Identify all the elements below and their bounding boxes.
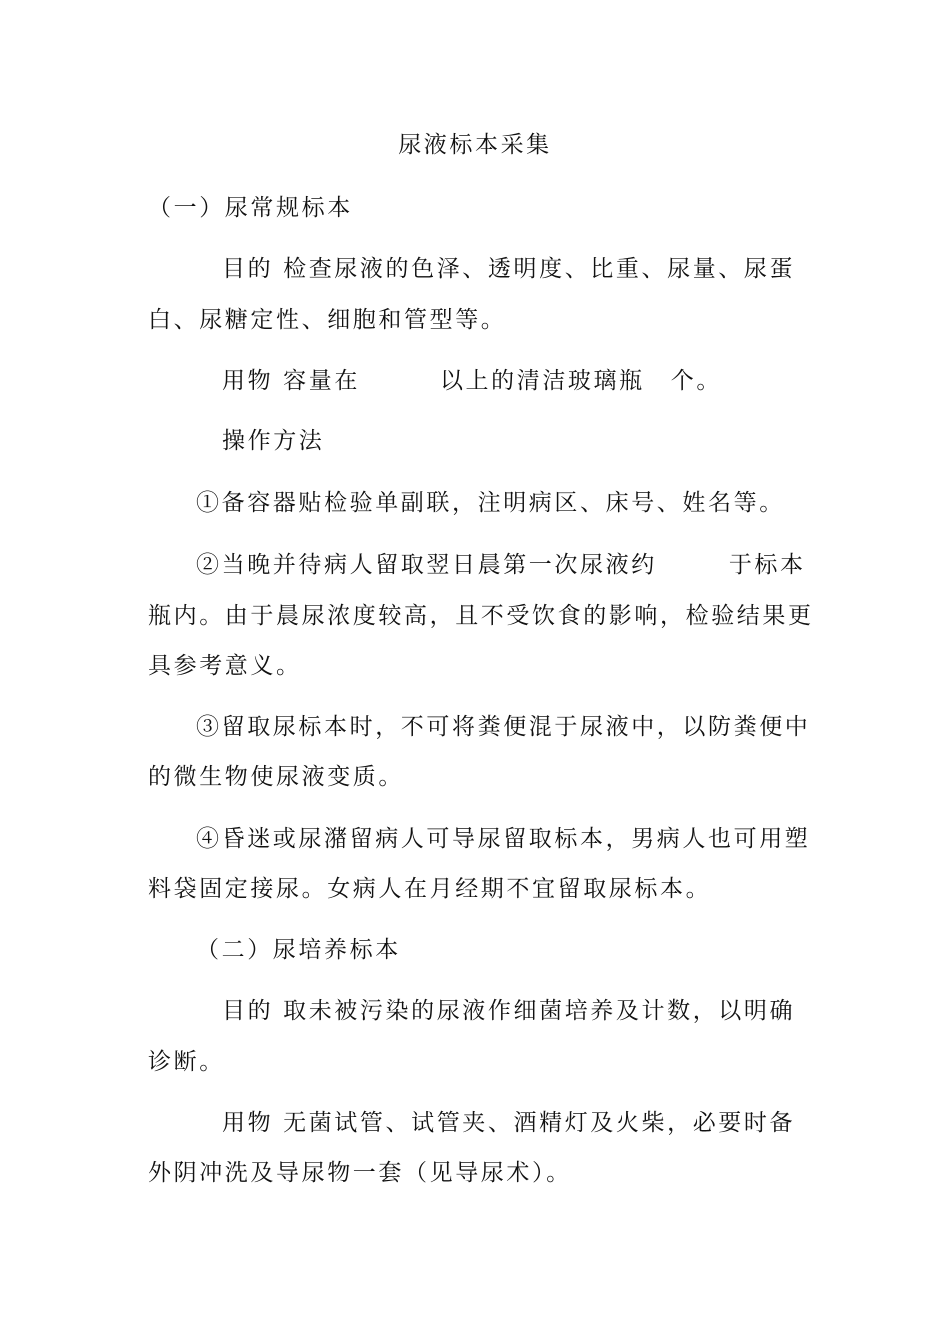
- step-4-line-1: ④昏迷或尿潴留病人可导尿留取标本，男病人也可用塑: [196, 826, 811, 852]
- step-2-text-b: 于标本: [728, 552, 806, 578]
- step-1: ①备容器贴检验单副联，注明病区、床号、姓名等。: [196, 490, 785, 516]
- step-3-line-2: 的微生物使尿液变质。: [148, 764, 404, 790]
- step-3-line-1: ③留取尿标本时，不可将粪便混于尿液中，以防粪便中: [196, 714, 811, 740]
- section-2-heading: （二）尿培养标本: [196, 937, 401, 963]
- section-2-supplies-line-1: 用物 无菌试管、试管夹、酒精灯及火柴，必要时备: [222, 1110, 796, 1136]
- step-2-line-1: [196, 554, 806, 577]
- section-1-heading: （一）尿常规标本: [148, 195, 353, 221]
- section-1-method-heading: 操作方法: [222, 428, 325, 454]
- supplies-text-a: 容量在: [283, 368, 360, 394]
- supplies-label: 用物: [222, 368, 274, 394]
- section-1-supplies: [222, 370, 722, 393]
- step-4-line-2: 料袋固定接尿。女病人在月经期不宜留取尿标本。: [148, 876, 712, 902]
- section-1-purpose-line-2: 白、尿糖定性、细胞和管型等。: [148, 307, 507, 333]
- supplies-text-b: 以上的清洁玻璃瓶: [439, 368, 645, 394]
- section-2-purpose-line-2: 诊断。: [148, 1049, 225, 1075]
- page-title: 尿液标本采集: [398, 132, 552, 158]
- step-2-line-2: 瓶内。由于晨尿浓度较高，且不受饮食的影响，检验结果更: [148, 603, 814, 629]
- supplies-text-c: 个。: [670, 368, 722, 394]
- section-2-purpose-line-1: 目的 取未被污染的尿液作细菌培养及计数，以明确: [222, 998, 796, 1024]
- section-1-purpose-line-1: 目的 检查尿液的色泽、透明度、比重、尿量、尿蛋: [222, 256, 796, 282]
- step-2-text-a: ②当晚并待病人留取翌日晨第一次尿液约: [196, 552, 657, 578]
- step-2-line-3: 具参考意义。: [148, 653, 302, 679]
- section-2-supplies-line-2: 外阴冲洗及导尿物一套（见导尿术）。: [148, 1160, 572, 1186]
